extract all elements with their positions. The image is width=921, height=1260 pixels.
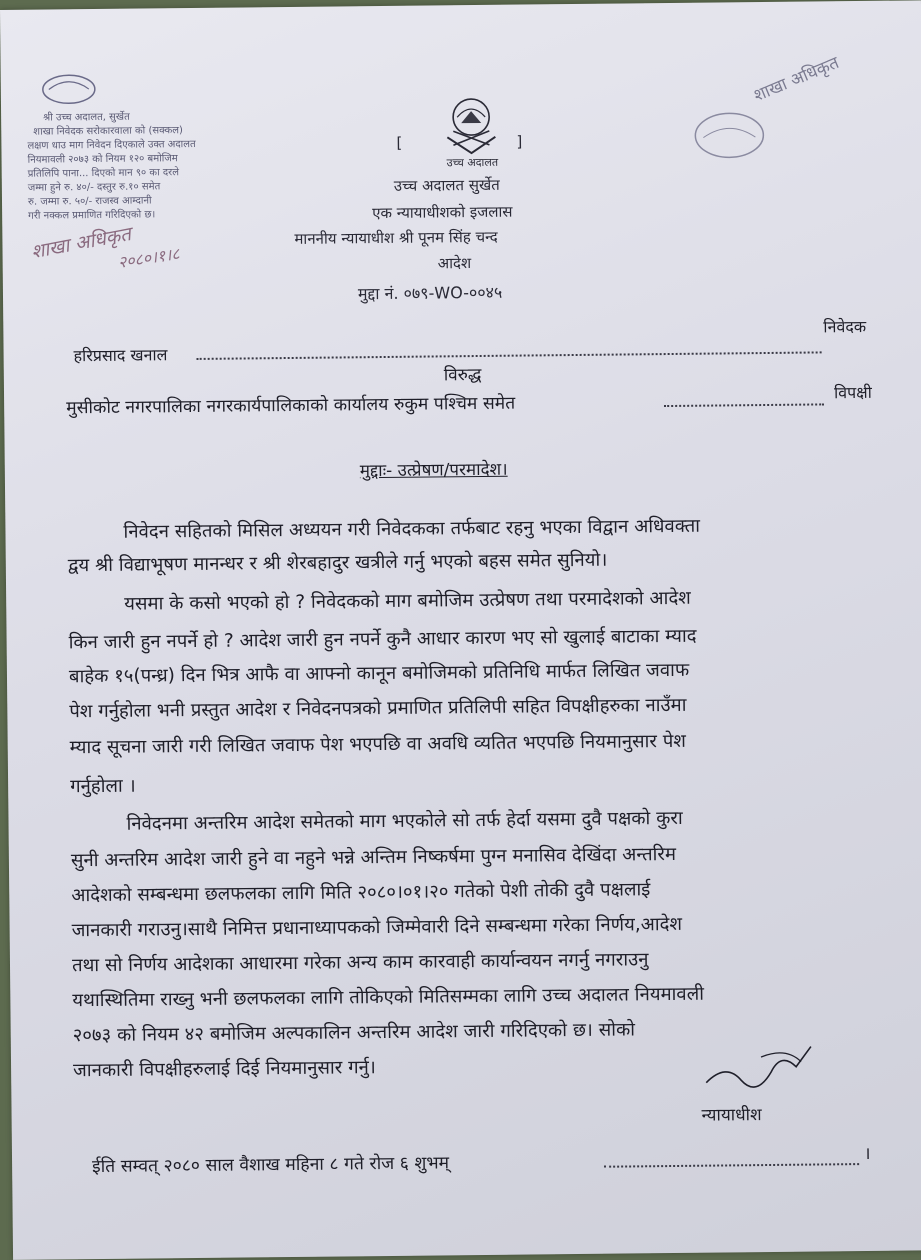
p2-line: म्याद सूचना जारी गरी लिखित जवाफ पेश भएपछि वा अवधि व्यतित भएपछि नियमानुसार पेश <box>69 730 687 759</box>
stamp-right-text: शाखा अधिकृत <box>750 52 842 107</box>
petitioner-role: निवेदक <box>823 316 867 337</box>
bench-name: एक न्यायाधीशको इजलास <box>372 202 513 223</box>
stamp-seal-icon <box>691 107 772 168</box>
p3-line: आदेशको सम्बन्धमा छलफलका लागि मिति २०८०।०१।२० गतेको पेशी तोकी दुवै पक्षलाई <box>71 879 651 907</box>
p3-line: निवेदनमा अन्तरिम आदेश समेतको माग भएकोले सो तर्फ हेर्दा यसमा दुवै पक्षको कुरा <box>126 807 683 835</box>
certified-copy-stamp <box>21 67 263 272</box>
respondent-role: विपक्षी <box>833 382 872 403</box>
respondent-name: मुसीकोट नगरपालिका नगरकार्यपालिकाको कार्यालय रुकुम पश्चिम समेत <box>66 393 516 419</box>
p1-line: द्वय श्री विद्याभूषण मानन्धर र श्री शेरबहादुर खत्रीले गर्नु भएको बहस समेत सुनियो। <box>67 549 608 577</box>
p2-line: गर्नुहोला । <box>70 775 136 798</box>
stamp-line: श्री उच्च अदालत, सुर्खेत <box>43 111 130 124</box>
bracket-right: ] <box>516 132 523 151</box>
stamp-line: जम्मा हुने रु. ४०/- दस्तुर रु.१० समेत <box>27 181 161 194</box>
nepal-emblem-icon <box>431 93 512 164</box>
stamp-line: प्रतिलिपि पाना... दिएको मान ९० का दरले <box>27 167 180 180</box>
handwritten-date: २०८०।१।८ <box>116 243 181 272</box>
stamp-line: रु. जम्मा रु. ५०/- राजस्व आम्दानी <box>27 195 152 208</box>
bracket-left: [ <box>396 133 403 152</box>
p3-line: जानकारी गराउनु।साथै निमित्त प्रधानाध्यापकको जिम्मेवारी दिने सम्बन्धमा गरेका निर्णय,आदेश <box>71 913 683 942</box>
p3-line: यथास्थितिमा राख्नु भनी छलफलका लागि तोकिएको मितिसम्मका लागि उच्च अदालत नियमावली <box>72 983 705 1012</box>
p3-line: सुनी अन्तरिम आदेश जारी हुने वा नहुने भन्ने अन्तिम निष्कर्षमा पुग्न मनासिव देखिंदा अन्तरिम <box>70 843 677 872</box>
office-stamp-right <box>690 11 892 193</box>
signature-title: न्यायाधीश <box>701 1105 762 1126</box>
case-subject: मुद्दाः- उत्प्रेषण/परमादेश। <box>359 459 508 482</box>
judge-name: माननीय न्यायाधीश श्री पूनम सिंह चन्द <box>294 227 498 248</box>
p2-line: यसमा के कसो भएको हो ? निवेदकको माग बमोजिम उत्प्रेषण तथा परमादेशको आदेश <box>124 587 691 615</box>
stamp-line: गरी नक्कल प्रमाणित गरिदिएको छ। <box>28 209 156 222</box>
footer-dots <box>604 1151 859 1168</box>
handwritten-office: शाखा अधिकृत <box>29 223 133 264</box>
p1-line: निवेदन सहितको मिसिल अध्ययन गरी निवेदकका तर्फबाट रहनु भएका विद्वान अधिवक्ता <box>123 515 701 543</box>
p2-line: बाहेक १५(पन्ध्र) दिन भित्र आफै वा आफ्नो कानून बमोजिमको प्रतिनिधि मार्फत लिखित जवाफ <box>68 659 690 688</box>
stamp-line: लक्षण धाउ माग निवेदन दिएकाले उक्त अदालत <box>27 138 196 152</box>
p3-line: २०७३ को नियम ४२ बमोजिम अल्पकालिन अन्तरिम आदेश जारी गरिदिएको छ। सोको <box>72 1019 636 1047</box>
petitioner-name: हरिप्रसाद खनाल <box>73 345 168 366</box>
respondent-dots <box>664 391 824 407</box>
stamp-emblem-icon <box>39 69 99 110</box>
emblem-label: उच्च अदालत <box>446 155 499 170</box>
petitioner-dots <box>197 339 822 360</box>
p2-line: किन जारी हुन नपर्ने हो ? आदेश जारी हुन नपर्ने कुनै आधार कारण भए सो खुलाई बाटाका म्याद <box>68 625 697 654</box>
footer-date-line: ईति सम्वत् २०८० साल वैशाख महिना ८ गते रोज ६ शुभम् <box>92 1153 450 1178</box>
stamp-line: शाखा निवेदक सरोकारवाला को (सक्कल) <box>33 125 183 138</box>
court-name: उच्च अदालत सुर्खेत <box>393 175 500 195</box>
versus-label: विरुद्ध <box>443 364 482 386</box>
p3-line: तथा सो निर्णय आदेशका आधारमा गरेका अन्य काम कारवाही कार्यान्वयन नगर्नु नगराउनु <box>71 949 649 977</box>
p2-line: पेश गर्नुहोला भनी प्रस्तुत आदेश र निवेदनपत्रको प्रमाणित प्रतिलिपी सहित विपक्षीहरुका नाउँमा <box>69 694 687 723</box>
stamp-line: नियमावली २०७३ को नियम १२० बमोजिम <box>27 153 178 166</box>
doc-type: आदेश <box>437 254 472 273</box>
p3-line: जानकारी विपक्षीहरुलाई दिई नियमानुसार गर्नु। <box>73 1057 377 1082</box>
case-number: मुद्दा नं. ०७९-WO-००४५ <box>357 282 503 304</box>
footer-end-mark: । <box>863 1143 871 1165</box>
judge-signature-icon <box>701 1041 822 1102</box>
